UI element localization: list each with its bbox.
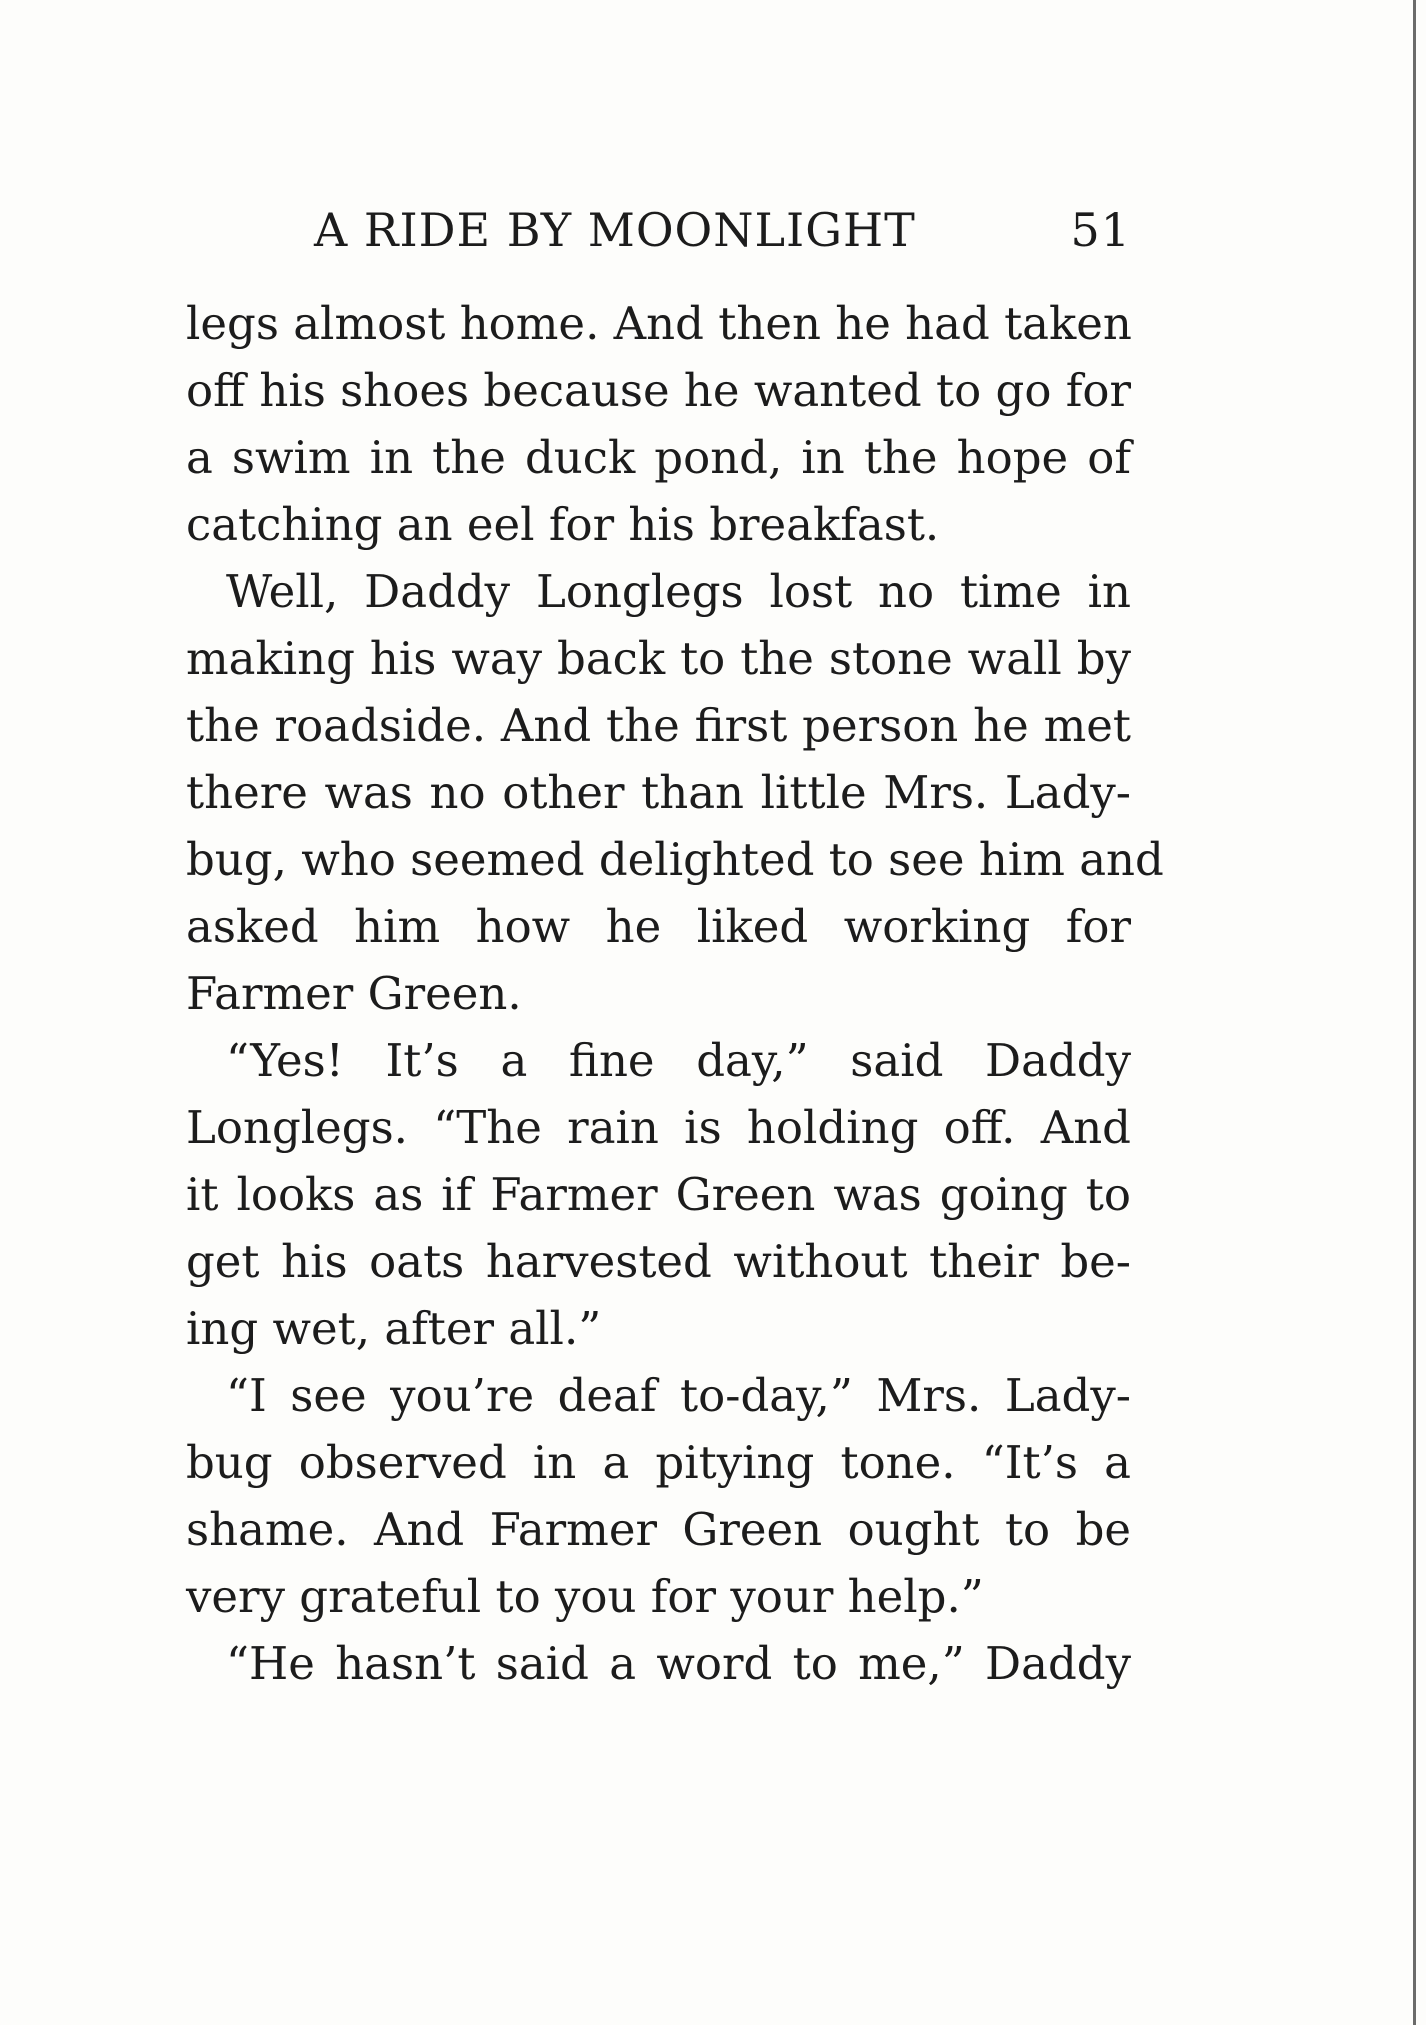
text-line: Farmer Green.: [186, 967, 522, 1020]
text-line: get his oats harvested without their be-: [186, 1235, 1131, 1288]
text-line: a swim in the duck pond, in the hope of: [186, 431, 1131, 484]
text-line: “I see you’re deaf to-day,” Mrs. Lady-: [226, 1369, 1131, 1422]
text-line: bug, who seemed delighted to see him and: [186, 833, 1164, 886]
running-title: A RIDE BY MOONLIGHT: [314, 203, 916, 257]
text-line: bug observed in a pitying tone. “It’s a: [186, 1436, 1131, 1489]
text-line: there was no other than little Mrs. Lady-: [186, 766, 1131, 819]
text-line: “He hasn’t said a word to me,” Daddy: [226, 1637, 1131, 1690]
text-line: shame. And Farmer Green ought to be: [186, 1503, 1131, 1556]
page-number: 51: [1070, 203, 1131, 257]
body-text: [186, 290, 1164, 1697]
text-line: off his shoes because he wanted to go for: [186, 364, 1131, 417]
text-line: asked him how he liked working for: [186, 900, 1131, 953]
text-line: ing wet, after all.”: [186, 1302, 602, 1355]
text-line: making his way back to the stone wall by: [186, 632, 1131, 685]
page-header: [186, 200, 1131, 260]
text-line: Well, Daddy Longlegs lost no time in: [226, 565, 1131, 618]
text-line: catching an eel for his breakfast.: [186, 498, 940, 551]
text-line: Longlegs. “The rain is holding off. And: [186, 1101, 1131, 1154]
text-line: “Yes! It’s a fine day,” said Daddy: [226, 1034, 1131, 1087]
text-line: very grateful to you for your help.”: [186, 1570, 984, 1623]
text-line: legs almost home. And then he had taken: [186, 297, 1132, 350]
text-line: it looks as if Farmer Green was going to: [186, 1168, 1131, 1221]
page-edge-divider: [1413, 0, 1416, 2025]
text-line: the roadside. And the first person he met: [186, 699, 1131, 752]
